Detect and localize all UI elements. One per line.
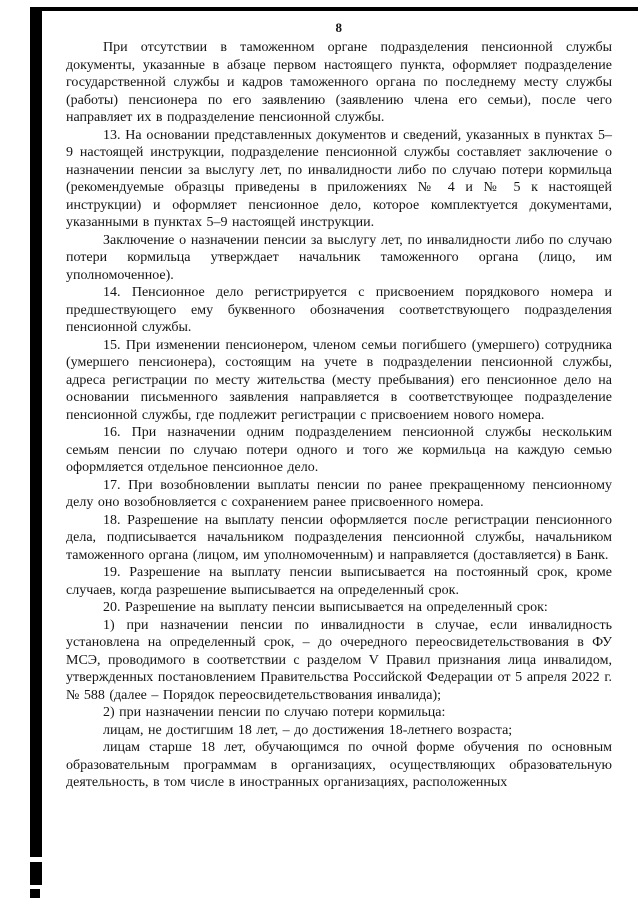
page-number: 8 [335, 20, 343, 35]
document-body [66, 39, 612, 792]
paragraph: 1) при назначении пенсии по инвалидности в случае, если инвалидность установлена на определенный срок, – до очередного переосвидетельствования в ФУ МСЭ, проводимого в соответствии с разделом V Правил признания лица инвалидом, утвержденных постановлением Правительства Российской Федерации от 5 апреля 2022 г. № 588 (далее – Порядок переосвидетельствования инвалида); [66, 617, 612, 703]
scan-border-left-mark [30, 889, 40, 898]
paragraph: 18. Разрешение на выплату пенсии оформляется после регистрации пенсионного дела, подписывается начальником подразделения пенсионной службы, начальником таможенного органа (лицом, им уполномоченным) и направляется (доставляется) в Банк. [66, 512, 612, 563]
paragraph: 14. Пенсионное дело регистрируется с присвоением порядкового номера и предшествующего ему буквенного обозначения соответствующего подразделения пенсионной службы. [66, 285, 612, 335]
paragraph: 15. При изменении пенсионером, членом семьи погибшего (умершего) сотрудника (умершего пенсионера), состоящим на учете в подразделении пенсионной службы, адреса регистрации по месту жительства (месту пребывания) его пенсионное дело на основании письменного заявления направляется в соответствующее подразделение пенсионной службы, где подлежит регистрации с присвоением нового номера. [66, 337, 612, 423]
paragraph: 19. Разрешение на выплату пенсии выписывается на постоянный срок, кроме случаев, когда разрешение выписывается на определенный срок. [66, 565, 612, 598]
paragraph: 2) при назначении пенсии по случаю потери кормильца: [103, 705, 446, 720]
paragraph: Заключение о назначении пенсии за выслугу лет, по инвалидности либо по случаю потери кормильца утверждает начальник таможенного органа (лицо, им уполномоченное). [66, 232, 612, 283]
paragraph: лицам, не достигшим 18 лет, – до достижения 18-летнего возраста; [103, 722, 513, 738]
paragraph: 17. При возобновлении выплаты пенсии по ранее прекращенному пенсионному делу оно возобновляется с сохранением ранее присвоенного номера. [66, 477, 612, 510]
paragraph: 16. При назначении одним подразделением пенсионной службы нескольким семьям пенсии по случаю потери одного и того же кормильца на каждую семью оформляется отдельное пенсионное дело. [66, 425, 612, 475]
paragraph: 20. Разрешение на выплату пенсии выписывается на определенный срок: [103, 600, 548, 615]
paragraph: лицам старше 18 лет, обучающимся по очной форме обучения по основным образовательным программам в организациях, осуществляющих образовательную деятельность, в том числе в иностранных организациях, расположенных [66, 740, 612, 790]
paragraph: При отсутствии в таможенном органе подразделения пенсионной службы документы, указанные в абзаце первом настоящего пункта, оформляет подразделение государственной службы и кадров таможенного органа по последнему месту службы (работы) пенсионера по его заявлению (заявлению члена его семьи), после чего направляет их в подразделение пенсионной службы. [66, 40, 612, 125]
scan-border-left-mark [30, 862, 42, 885]
scan-border-top [30, 7, 638, 11]
scan-border-left [30, 7, 42, 857]
paragraph: 13. На основании представленных документов и сведений, указанных в пунктах 5–9 настоящей инструкции, подразделение пенсионной службы составляет заключение о назначении пенсии за выслугу лет, по инвалидности либо по случаю потери кормильца (рекомендуемые образцы приведены в приложениях № 4 и № 5 к настоящей инструкции) и оформляет пенсионное дело, которое комплектуется документами, указанными в пунктах 5–9 настоящей инструкции. [66, 127, 612, 230]
